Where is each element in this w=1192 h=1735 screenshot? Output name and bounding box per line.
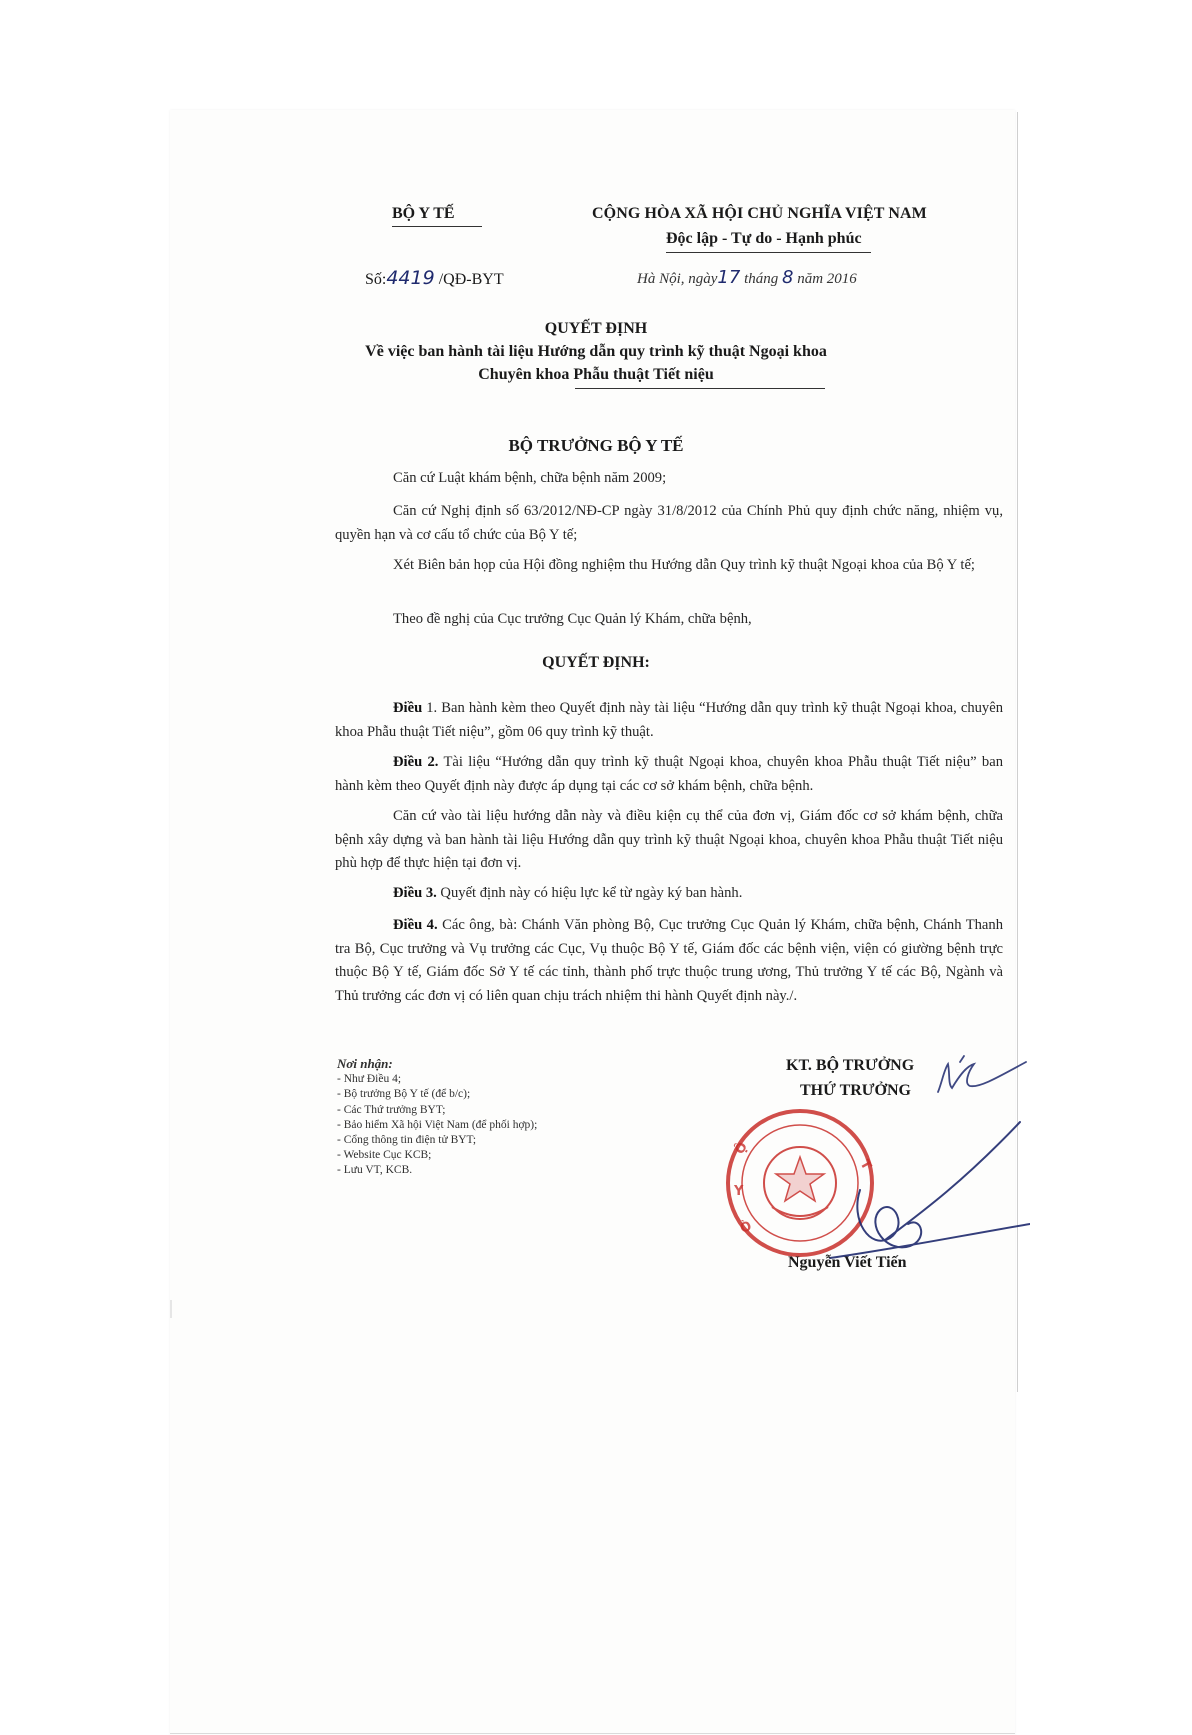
motto-underline — [666, 252, 871, 253]
initials-mark-icon — [930, 1052, 1030, 1097]
recipients-heading: Nơi nhận: — [337, 1056, 393, 1071]
issuing-ministry: BỘ Y TẾ — [392, 205, 455, 222]
svg-text:Ò: Ò — [738, 1218, 754, 1237]
date-text-1: Hà Nội, ngày — [637, 271, 718, 287]
decision-subject-line-1: Về việc ban hành tài liệu Hướng dẫn quy trình kỹ thuật Ngoại khoa — [365, 343, 827, 360]
date-text-3: năm 2016 — [793, 271, 857, 287]
article-4 — [335, 914, 1003, 1008]
decision-subject-line-2: Chuyên khoa Phẫu thuật Tiết niệu — [478, 366, 714, 383]
article-4-label: Điều 4. — [393, 917, 438, 933]
national-title: CỘNG HÒA XÃ HỘI CHỦ NGHĨA VIỆT NAM — [592, 205, 927, 222]
signer-title: KT. BỘ TRƯỞNG — [786, 1057, 915, 1074]
doc-number-handwritten: 4419 — [386, 267, 435, 289]
article-2 — [335, 751, 1003, 798]
article-3-text: Quyết định này có hiệu lực kể từ ngày ký ban hành. — [436, 885, 743, 901]
article-2-continuation: Căn cứ vào tài liệu hướng dẫn này và điều kiện cụ thể của đơn vị, Giám đốc cơ sở khám bệnh, chữa bệnh xây dựng và ban hành tài liệu Hướng dẫn quy trình kỹ thuật Ngoại khoa, chuyên khoa Phẫu thuật Tiết niệu phù hợp để thực hiện tại đơn vị. — [335, 808, 1003, 871]
decides-heading: QUYẾT ĐỊNH: — [542, 654, 650, 671]
article-3-label: Điều 3. — [393, 885, 437, 901]
svg-text:T: T — [856, 1157, 874, 1173]
article-2-text: Tài liệu “Hướng dẫn quy trình kỹ thuật Ngoại khoa, chuyên khoa Phẫu thuật Tiết niệu” ban hành kèm theo Quyết định này được áp dụng tại các cơ sở khám bệnh, chữa bệnh. — [335, 754, 1004, 794]
subject-underline — [575, 388, 825, 389]
signer-subtitle: THỨ TRƯỞNG — [800, 1082, 911, 1099]
signer-name: Nguyễn Viết Tiến — [788, 1254, 907, 1271]
preamble-paragraph: Căn cứ Luật khám bệnh, chữa bệnh năm 2009; — [393, 470, 667, 486]
recipient-item: - Các Thứ trưởng BYT; — [337, 1103, 446, 1116]
recipient-item: - Website Cục KCB; — [337, 1149, 432, 1162]
article-3 — [335, 882, 1003, 906]
authority-heading: BỘ TRƯỞNG BỘ Y TẾ — [508, 436, 684, 455]
svg-text:Ộ: Ộ — [732, 1139, 751, 1157]
article-1-label: Điều — [393, 700, 423, 716]
article-4-text: Các ông, bà: Chánh Văn phòng Bộ, Cục trưởng Cục Quản lý Khám, chữa bệnh, Chánh Thanh tra Bộ, Cục trưởng và Vụ trưởng các Cục, Vụ thuộc Bộ Y tế, Giám đốc các bệnh viện, viện có giường bệnh trực thuộc Bộ Y tế, Giám đốc Sở Y tế các tỉnh, thành phố trực thuộc trung ương, Thủ trưởng Y tế các Bộ, Ngành và Thủ trưởng các đơn vị có liên quan chịu trách nhiệm thi hành Quyết định này./. — [335, 917, 1004, 1004]
recipient-item: - Bộ trưởng Bộ Y tế (để b/c); — [337, 1088, 471, 1101]
article-1-text: 1. Ban hành kèm theo Quyết định này tài liệu “Hướng dẫn quy trình kỹ thuật Ngoại khoa, chuyên khoa Phẫu thuật Tiết niệu”, gồm 06 quy trình kỹ thuật. — [335, 700, 1003, 740]
article-2-label: Điều 2. — [393, 754, 439, 770]
issue-date — [637, 267, 857, 288]
recipient-item: - Như Điều 4; — [337, 1073, 402, 1086]
recipient-item: - Cổng thông tin điện tử BYT; — [337, 1134, 477, 1147]
ministry-underline — [392, 226, 482, 227]
date-day-handwritten: 17 — [717, 267, 741, 288]
preamble-paragraph: Theo đề nghị của Cục trưởng Cục Quản lý Khám, chữa bệnh, — [393, 611, 752, 627]
recipients-list — [337, 1056, 537, 1179]
signature-icon — [790, 1090, 1030, 1275]
sheet-edge-bottom — [170, 1733, 1015, 1734]
recipient-item: - Lưu VT, KCB. — [337, 1164, 413, 1177]
date-month-handwritten: 8 — [782, 267, 794, 288]
svg-text:Y: Y — [734, 1184, 744, 1199]
date-text-2: tháng — [740, 271, 782, 287]
document-number — [365, 267, 504, 289]
doc-number-suffix: /QĐ-BYT — [434, 271, 504, 288]
article-1 — [335, 697, 1003, 744]
recipient-item: - Bảo hiểm Xã hội Việt Nam (để phối hợp); — [337, 1118, 538, 1131]
scan-mark — [170, 1300, 172, 1318]
national-motto: Độc lập - Tự do - Hạnh phúc — [666, 230, 862, 247]
preamble-paragraph: Xét Biên bản họp của Hội đồng nghiệm thu Hướng dẫn Quy trình kỹ thuật Ngoại khoa của Bộ Y tế; — [393, 557, 975, 573]
doc-number-prefix: Số: — [365, 271, 387, 288]
preamble-paragraph: Căn cứ Nghị định số 63/2012/NĐ-CP ngày 31/8/2012 của Chính Phủ quy định chức năng, nhiệm vụ, quyền hạn và cơ cấu tổ chức của Bộ Y tế; — [335, 503, 1003, 543]
decision-title: QUYẾT ĐỊNH — [544, 320, 648, 337]
